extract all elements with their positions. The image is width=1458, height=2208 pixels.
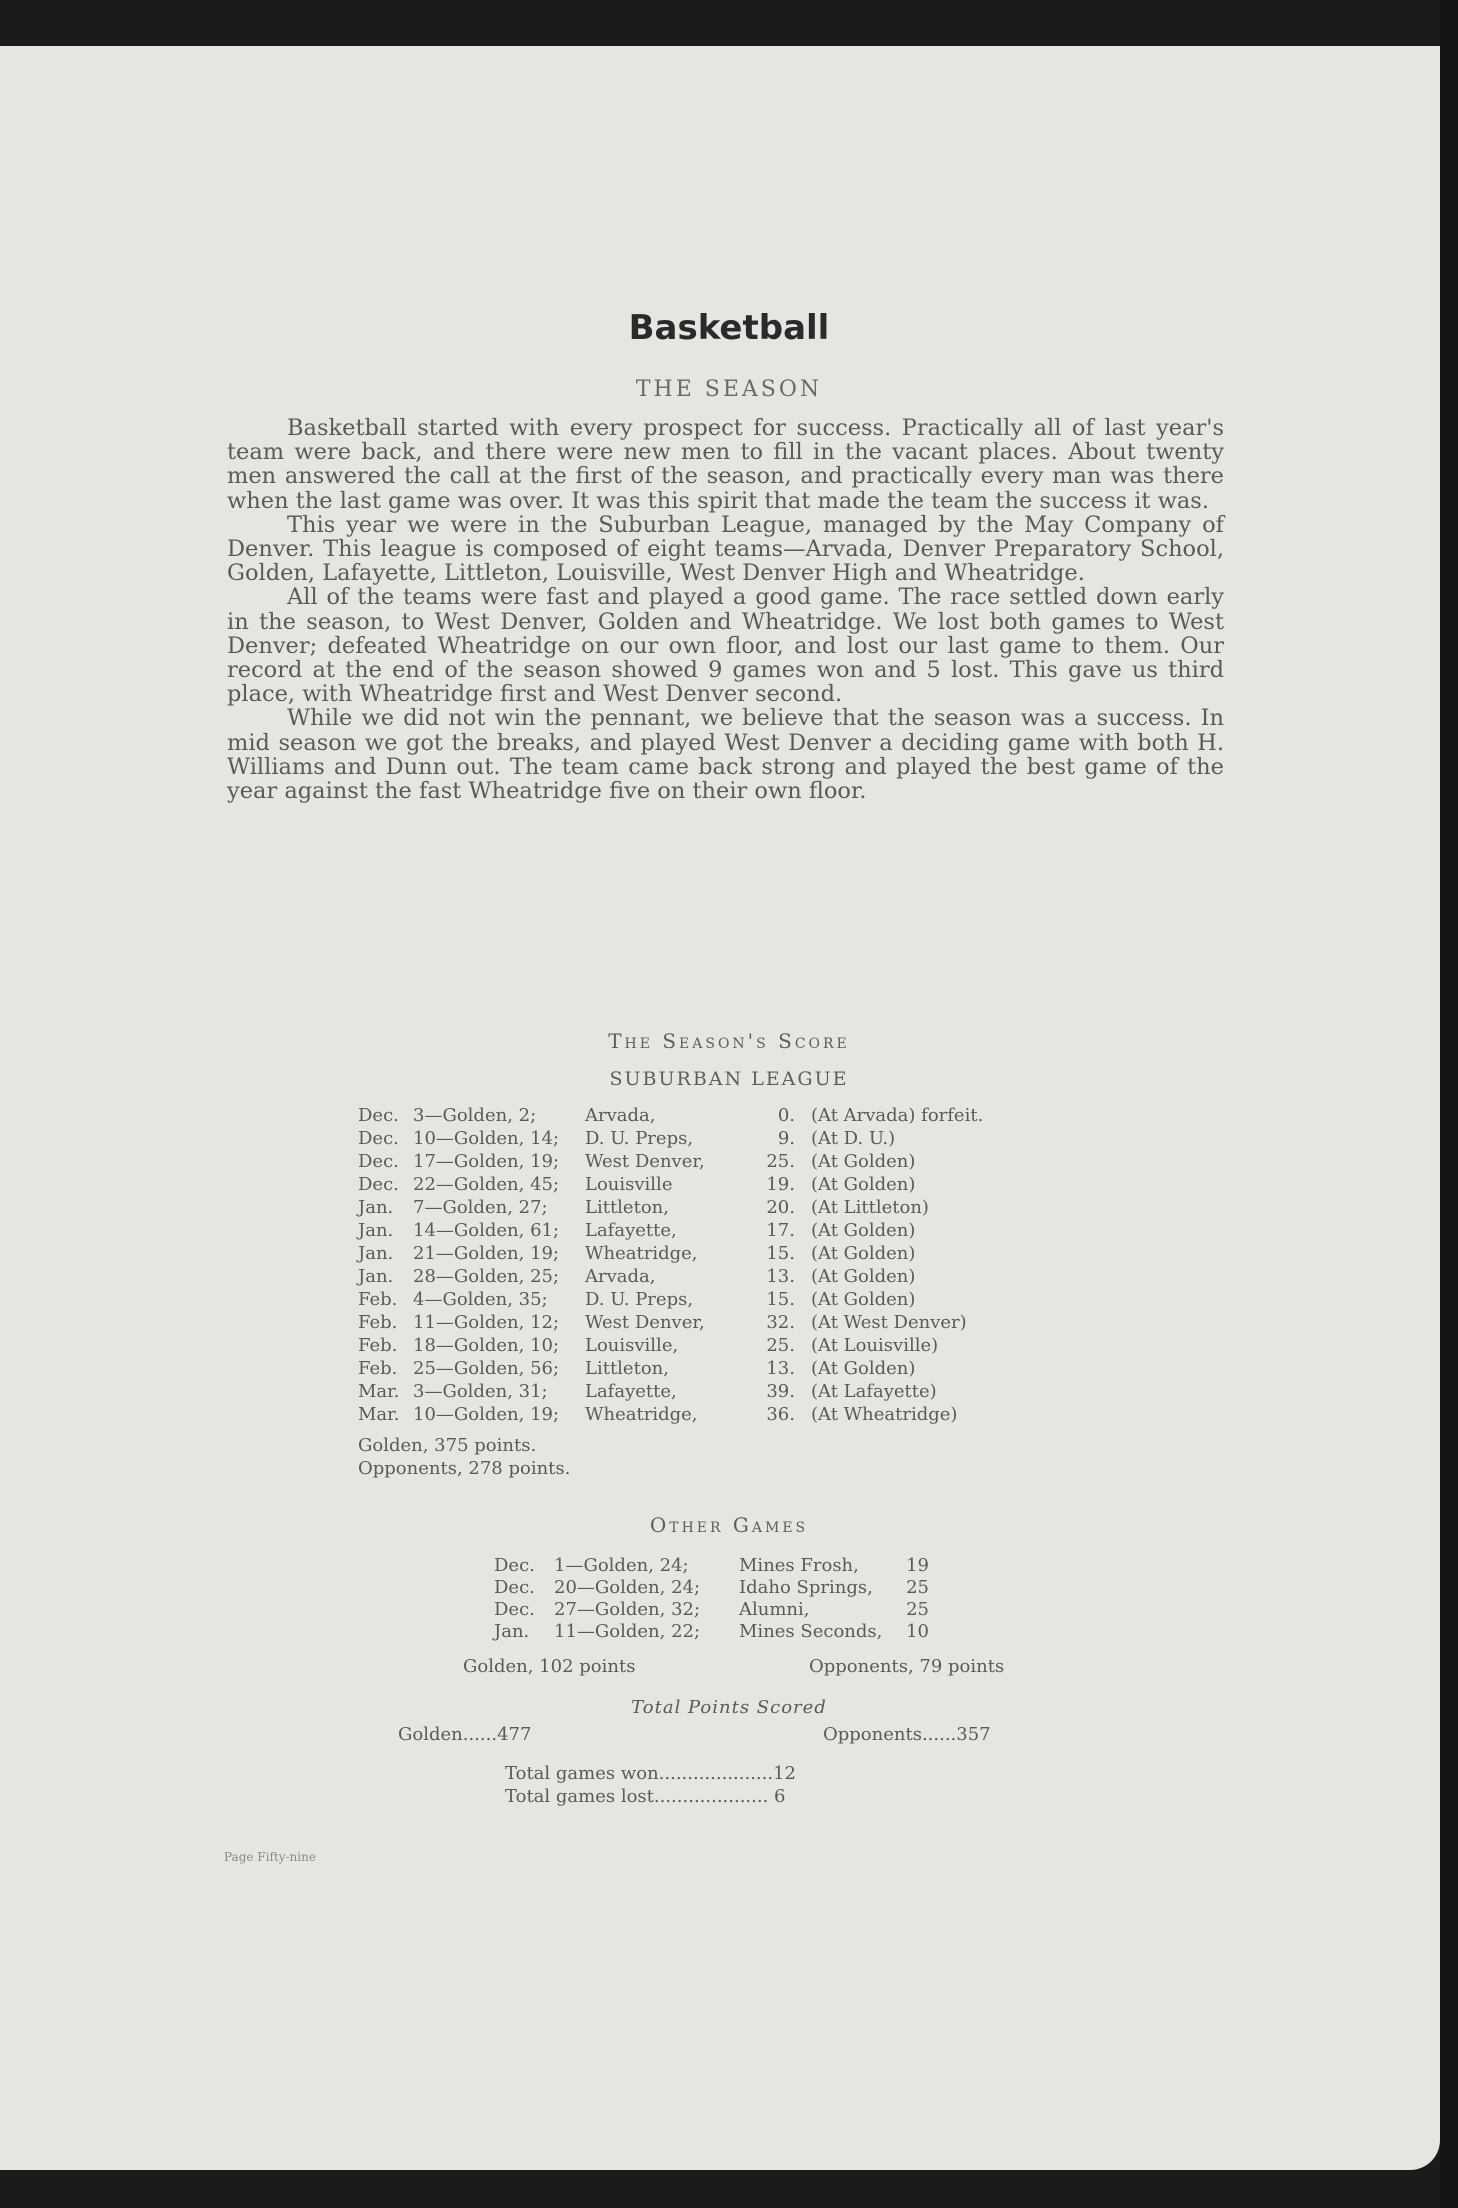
- paragraph-2: This year we were in the Suburban League, managed by the May Company of Denver. This league is composed of eight teams—Arvada, Denver Preparatory School, Golden, Lafayette, Littleton, Louisville, West Denver High and Wheatridge.: [227, 511, 1224, 587]
- game-golden-score: 18—Golden, 10;: [413, 1335, 560, 1356]
- game-golden-score: 10—Golden, 14;: [413, 1128, 560, 1149]
- game-opponent-score: 9.: [777, 1128, 795, 1149]
- schedule-row: [358, 1196, 983, 1219]
- game-opponent-score: 32.: [766, 1312, 795, 1333]
- game-month: Feb.: [358, 1289, 398, 1310]
- game-month: Dec.: [358, 1105, 399, 1126]
- game-opponent: Lafayette,: [585, 1381, 677, 1402]
- other-game-row: [494, 1577, 929, 1599]
- game-opponent-score: 39.: [766, 1381, 795, 1402]
- total-golden-points: Golden......477: [398, 1724, 532, 1745]
- game-month: Jan.: [358, 1197, 394, 1218]
- game-golden-score: 25—Golden, 56;: [413, 1358, 560, 1379]
- game-opponent-score: 10: [906, 1621, 929, 1642]
- schedule-row: [358, 1334, 983, 1357]
- game-opponent-score: 15.: [766, 1243, 795, 1264]
- other-games-heading: Other Games: [649, 1513, 809, 1537]
- game-month: Jan.: [358, 1220, 394, 1241]
- game-opponent-score: 19: [906, 1555, 929, 1576]
- game-opponent: Louisville: [585, 1174, 673, 1195]
- game-opponent-score: 25: [906, 1577, 929, 1598]
- game-location: (At D. U.): [811, 1128, 896, 1149]
- total-opponents-points: Opponents......357: [823, 1724, 991, 1745]
- game-opponent: Idaho Springs,: [739, 1577, 873, 1598]
- game-opponent: Mines Frosh,: [739, 1555, 859, 1576]
- game-opponent: D. U. Preps,: [585, 1289, 694, 1310]
- game-opponent: Mines Seconds,: [739, 1621, 883, 1642]
- game-opponent: West Denver,: [585, 1312, 705, 1333]
- schedule-row: [358, 1311, 983, 1334]
- schedule-row: [358, 1380, 983, 1403]
- game-opponent: Lafayette,: [585, 1220, 677, 1241]
- season-score-heading: The Season's Score: [608, 1029, 850, 1053]
- game-location: (At Golden): [811, 1358, 916, 1379]
- page-title: Basketball: [628, 308, 830, 348]
- game-golden-score: 22—Golden, 45;: [413, 1174, 560, 1195]
- game-golden-score: 10—Golden, 19;: [413, 1404, 560, 1425]
- game-opponent: Littleton,: [585, 1197, 669, 1218]
- game-month: Dec.: [494, 1577, 535, 1598]
- schedule-row: [358, 1242, 983, 1265]
- game-month: Dec.: [358, 1128, 399, 1149]
- other-games-table: [494, 1555, 929, 1643]
- schedule-row: [358, 1150, 983, 1173]
- game-opponent-score: 36.: [766, 1404, 795, 1425]
- game-month: Feb.: [358, 1358, 398, 1379]
- game-month: Jan.: [358, 1243, 394, 1264]
- game-month: Jan.: [358, 1266, 394, 1287]
- schedule-row: [358, 1265, 983, 1288]
- game-month: Dec.: [358, 1174, 399, 1195]
- game-month: Dec.: [494, 1599, 535, 1620]
- season-narrative: [227, 416, 1224, 803]
- schedule-row: [358, 1288, 983, 1311]
- league-heading: SUBURBAN LEAGUE: [609, 1068, 849, 1090]
- section-subtitle: THE SEASON: [635, 377, 823, 402]
- game-golden-score: 20—Golden, 24;: [554, 1577, 701, 1598]
- game-location: (At Golden): [811, 1243, 916, 1264]
- other-game-row: [494, 1621, 929, 1643]
- game-golden-score: 1—Golden, 24;: [554, 1555, 689, 1576]
- season-schedule-table: [358, 1104, 983, 1426]
- game-golden-score: 3—Golden, 2;: [413, 1105, 537, 1126]
- schedule-row: [358, 1357, 983, 1380]
- schedule-row: [358, 1173, 983, 1196]
- game-opponent-score: 0.: [777, 1105, 795, 1126]
- game-golden-score: 14—Golden, 61;: [413, 1220, 560, 1241]
- game-location: (At Littleton): [811, 1197, 929, 1218]
- game-opponent: Arvada,: [585, 1266, 656, 1287]
- schedule-row: [358, 1127, 983, 1150]
- game-location: (At Wheatridge): [811, 1404, 958, 1425]
- game-month: Feb.: [358, 1312, 398, 1333]
- game-opponent: Wheatridge,: [585, 1243, 698, 1264]
- opponents-season-total: Opponents, 278 points.: [358, 1458, 571, 1479]
- paragraph-4: While we did not win the pennant, we believe that the season was a success. In mid season we got the breaks, and played West Denver a deciding game with both H. Williams and Dunn out. The team came back strong and played the best game of the year against the fast Wheatridge five on their own floor.: [227, 705, 1224, 805]
- game-opponent-score: 13.: [766, 1358, 795, 1379]
- game-golden-score: 11—Golden, 22;: [554, 1621, 701, 1642]
- game-month: Jan.: [494, 1621, 530, 1642]
- game-location: (At Lafayette): [811, 1381, 937, 1402]
- games-won: Total games won....................12: [505, 1763, 796, 1784]
- game-opponent: West Denver,: [585, 1151, 705, 1172]
- game-opponent-score: 17.: [766, 1220, 795, 1241]
- game-location: (At Golden): [811, 1289, 916, 1310]
- game-golden-score: 27—Golden, 32;: [554, 1599, 701, 1620]
- paragraph-1: Basketball started with every prospect for success. Practically all of last year's team were back, and there were new men to fill in the vacant places. About twenty men answered the call at the first of the season, and practically every man was there when the last game was over. It was this spirit that made the team the success it was.: [227, 415, 1224, 514]
- game-location: (At Louisville): [811, 1335, 939, 1356]
- game-month: Dec.: [494, 1555, 535, 1576]
- game-location: (At Golden): [811, 1220, 916, 1241]
- game-golden-score: 4—Golden, 35;: [413, 1289, 548, 1310]
- other-game-row: [494, 1555, 929, 1577]
- game-opponent: Wheatridge,: [585, 1404, 698, 1425]
- game-opponent-score: 13.: [766, 1266, 795, 1287]
- game-opponent-score: 25.: [766, 1151, 795, 1172]
- game-location: (At West Denver): [811, 1312, 967, 1333]
- game-golden-score: 17—Golden, 19;: [413, 1151, 560, 1172]
- game-opponent-score: 20.: [766, 1197, 795, 1218]
- schedule-row: [358, 1219, 983, 1242]
- other-opponents-total: Opponents, 79 points: [809, 1656, 1005, 1677]
- games-lost: Total games lost.................... 6: [505, 1786, 786, 1807]
- game-golden-score: 7—Golden, 27;: [413, 1197, 548, 1218]
- game-location: (At Arvada) forfeit.: [811, 1105, 984, 1126]
- game-opponent: D. U. Preps,: [585, 1128, 694, 1149]
- other-game-row: [494, 1599, 929, 1621]
- game-location: (At Golden): [811, 1151, 916, 1172]
- game-opponent-score: 15.: [766, 1289, 795, 1310]
- paragraph-3: All of the teams were fast and played a good game. The race settled down early in the season, to West Denver, Golden and Wheatridge. We lost both games to West Denver; defeated Wheatridge on our own floor, and lost our last game to them. Our record at the end of the season showed 9 games won and 5 lost. This gave us third place, with Wheatridge first and West Denver second.: [227, 584, 1224, 708]
- game-location: (At Golden): [811, 1266, 916, 1287]
- game-opponent-score: 25: [906, 1599, 929, 1620]
- page-folio: Page Fifty-nine: [224, 1850, 316, 1864]
- schedule-row: [358, 1403, 983, 1426]
- game-golden-score: 3—Golden, 31;: [413, 1381, 548, 1402]
- game-opponent: Littleton,: [585, 1358, 669, 1379]
- game-month: Dec.: [358, 1151, 399, 1172]
- game-opponent: Arvada,: [585, 1105, 656, 1126]
- game-month: Mar.: [358, 1381, 400, 1402]
- game-golden-score: 11—Golden, 12;: [413, 1312, 560, 1333]
- game-month: Mar.: [358, 1404, 400, 1425]
- game-golden-score: 28—Golden, 25;: [413, 1266, 560, 1287]
- schedule-row: [358, 1104, 983, 1127]
- game-opponent: Louisville,: [585, 1335, 679, 1356]
- game-location: (At Golden): [811, 1174, 916, 1195]
- game-golden-score: 21—Golden, 19;: [413, 1243, 560, 1264]
- game-month: Feb.: [358, 1335, 398, 1356]
- golden-season-total: Golden, 375 points.: [358, 1435, 537, 1456]
- other-golden-total: Golden, 102 points: [463, 1656, 636, 1677]
- game-opponent: Alumni,: [739, 1599, 810, 1620]
- game-opponent-score: 25.: [766, 1335, 795, 1356]
- total-points-heading: Total Points Scored: [631, 1697, 827, 1718]
- game-opponent-score: 19.: [766, 1174, 795, 1195]
